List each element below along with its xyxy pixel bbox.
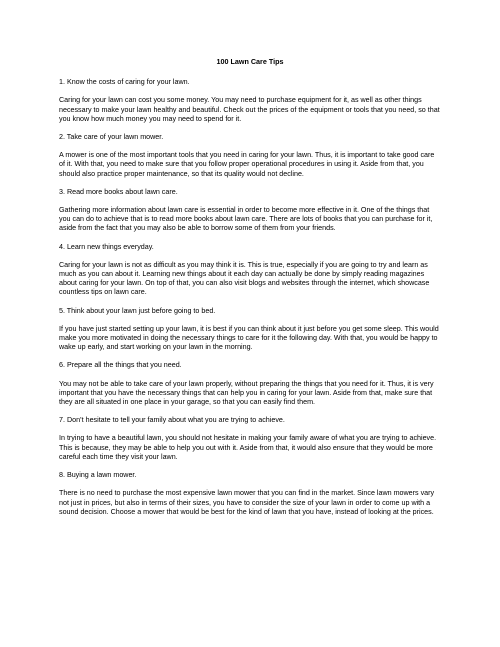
tip-heading: 4. Learn new things everyday. [59, 242, 154, 251]
tip-section [59, 243, 441, 298]
tip-section [59, 361, 441, 407]
tip-section [59, 78, 441, 124]
tip-body: You may not be able to take care of your lawn properly, without preparing the things that you need for it. Thus, it is very important that you have the necessary things that can help you in caring for your lawn. Aside from that, make sure that they are all situated in one place in your garage, so that you can easily find them. [59, 379, 434, 407]
tip-body: A mower is one of the most important tools that you need in caring for your lawn. Thus, it is important to take good care of it. With that, you need to make sure that you follow proper operational procedures in using it. Aside from that, you should also practice proper maintenance, so that its quality would not decline. [59, 151, 435, 178]
tip-section [59, 416, 441, 462]
document-title: 100 Lawn Care Tips [216, 57, 284, 66]
tip-heading: 8. Buying a lawn mower. [59, 471, 137, 480]
tip-section [59, 133, 441, 179]
tip-heading: 5. Think about your lawn just before going to bed. [59, 306, 216, 315]
tip-body: Caring for your lawn is not as difficult as you may think it is. This is true, especially if you are going to try and learn as much as you can about it. Learning new things about it each day can actually be done by simply reading magazines about caring for your lawn. On top of that, you can also visit blogs and websites through the internet, which showcase countless tips on lawn care. [59, 260, 430, 297]
tip-heading: 3. Read more books about lawn care. [59, 187, 178, 196]
tip-heading: 7. Don’t hesitate to tell your family about what you are trying to achieve. [59, 416, 285, 425]
tip-body: In trying to have a beautiful lawn, you should not hesitate in making your family aware of what you are trying to achieve. This is because, they may be able to help you out with it. Aside from that, it would also ensure that they would be more careful each time they visit your lawn. [59, 434, 437, 461]
tip-body: Caring for your lawn can cost you some money. You may need to purchase equipment for it, as well as other things necessary to make your lawn healthy and beautiful. Check out the prices of the equipment or tools that you need, so that you know how much money you may need to spend for it. [59, 96, 440, 123]
tip-body: If you have just started setting up your lawn, it is best if you can think about it just before you get some sleep. This would make you more motivated in doing the necessary things to care for it the following day. With that, you would be happy to wake up early, and start working on your lawn in the morning. [59, 324, 439, 352]
tip-heading: 6. Prepare all the things that you need. [59, 361, 182, 370]
tip-body: Gathering more information about lawn care is essential in order to become more effective in it. One of the things that you can do to achieve that is to read more books about lawn care. There are lots of books that you can purchase for it, aside from the fact that you may also be able to borrow some of them from your friends. [59, 206, 433, 233]
tip-heading: 2. Take care of your lawn mower. [59, 133, 164, 142]
tip-section [59, 307, 441, 353]
tip-body: There is no need to purchase the most expensive lawn mower that you can find in the market. Since lawn mowers vary not just in prices, but also in terms of their sizes, you have to consider the size of your lawn in order to come up with a sound decision. Choose a mower that would be best for the kind of lawn that you have, instead of looking at the prices. [59, 489, 435, 516]
tip-section [59, 471, 441, 517]
tip-heading: 1. Know the costs of caring for your lawn. [59, 78, 190, 87]
tip-section [59, 188, 441, 234]
